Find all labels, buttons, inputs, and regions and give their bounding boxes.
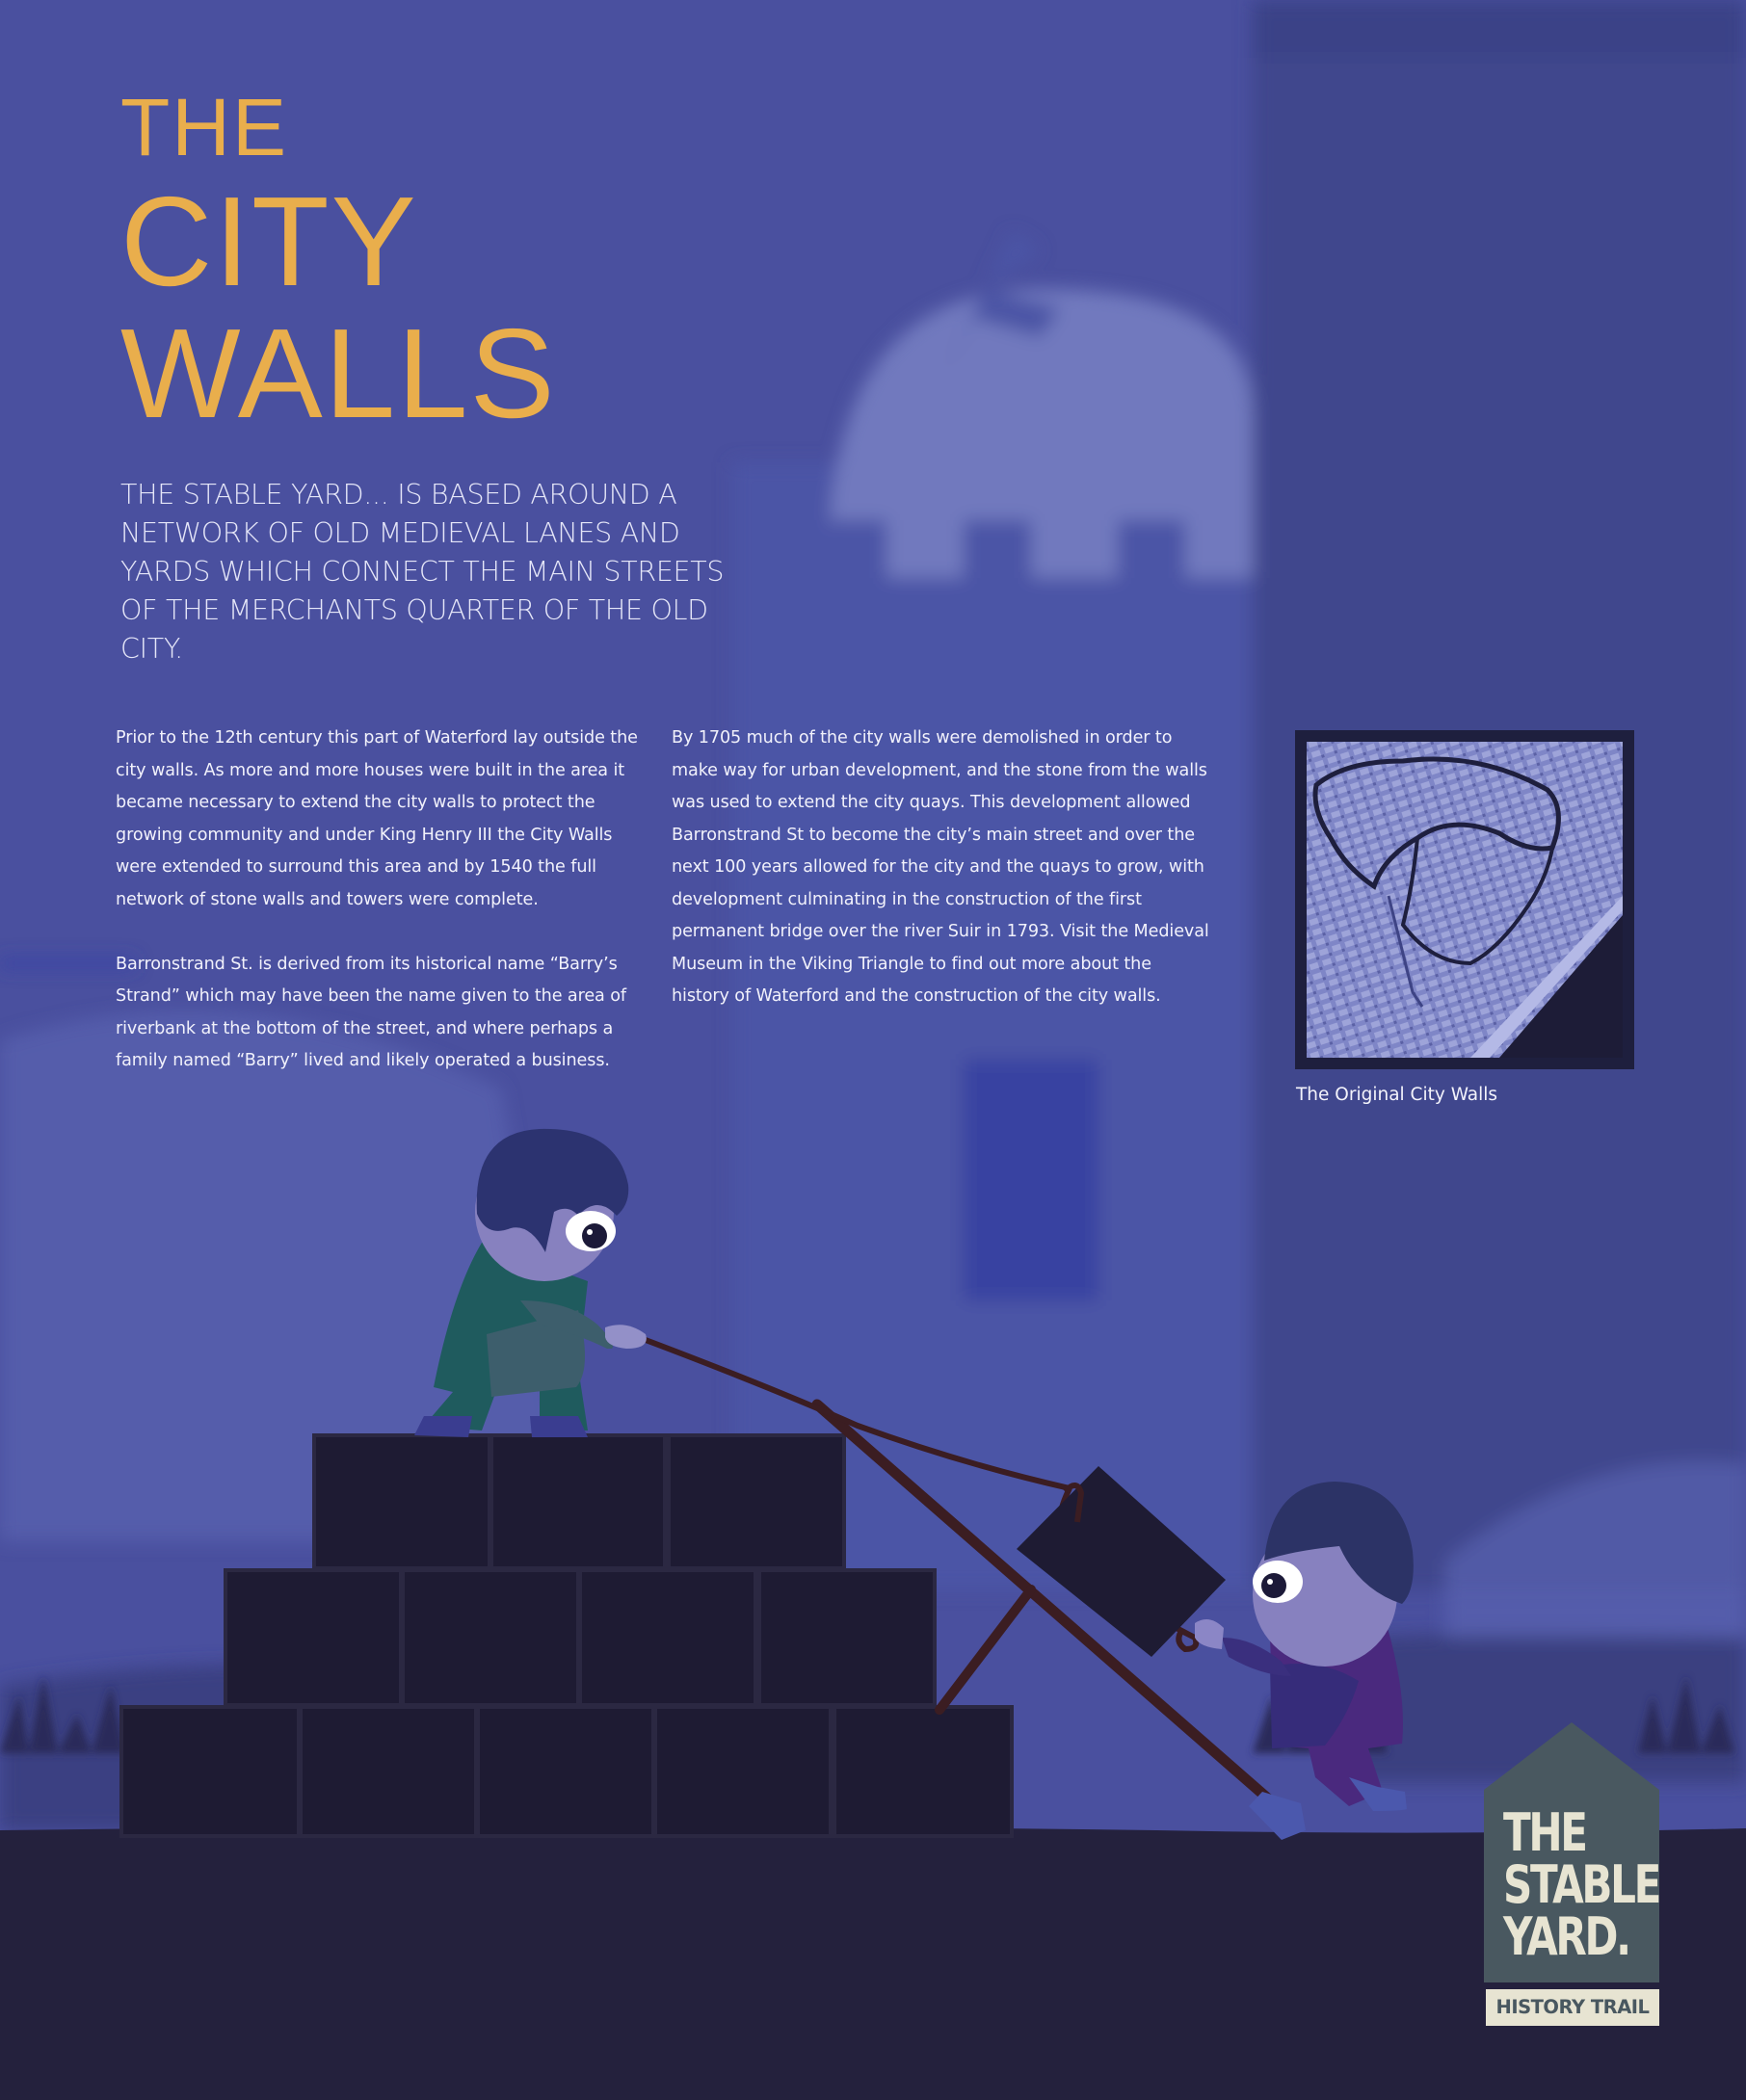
- body-paragraph: Prior to the 12th century this part of Waterford lay outside the city walls. As more and more houses were built in the area it became necessary to extend the city walls to protect the growing community and under King Henry III the City Walls were extended to surround this area and by 1540 the full network of stone walls and towers were complete.: [116, 728, 638, 909]
- title-line-the: THE: [120, 82, 288, 172]
- body-paragraph: Barronstrand St. is derived from its historical name “Barry’s Strand” which may have been the name given to the area of riverbank at the bottom of the street, and where perhaps a family named “Barry” lived and likely operated a business.: [116, 954, 626, 1070]
- city-walls-map-frame: [1295, 730, 1634, 1069]
- logo-text-yard: YARD.: [1503, 1906, 1629, 1967]
- title-line-walls: WALLS: [120, 302, 557, 444]
- body-paragraph: By 1705 much of the city walls were demolished in order to make way for urban development, and the stone from the walls was used to extend the city quays. This development allowed Barronstrand St to become the city’s main street and over the next 100 years allowed for the city and the quays to grow, with development culminating in the construction of the first permanent bridge over the river Suir in 1793. Visit the Medieval Museum in the Viking Triangle to find out more about the history of Waterford and the construction of the city walls.: [672, 728, 1209, 1006]
- city-walls-map-image: [1307, 742, 1623, 1058]
- body-column-left: [116, 722, 655, 1110]
- logo-text-the: THE: [1503, 1802, 1586, 1863]
- logo-text-stable: STABLE: [1503, 1854, 1660, 1915]
- title-line-city: CITY: [120, 171, 418, 312]
- stable-yard-logo: [1484, 1722, 1660, 1967]
- history-trail-badge: HISTORY TRAIL: [1486, 1989, 1659, 2026]
- map-caption: The Original City Walls: [1296, 1085, 1498, 1105]
- intro-paragraph: THE STABLE YARD... IS BASED AROUND A NETWORK OF OLD MEDIEVAL LANES AND YARDS WHICH CONNECT THE MAIN STREETS OF THE MERCHANTS QUARTER OF THE OLD CITY.: [120, 479, 725, 665]
- body-column-right: [672, 722, 1211, 1045]
